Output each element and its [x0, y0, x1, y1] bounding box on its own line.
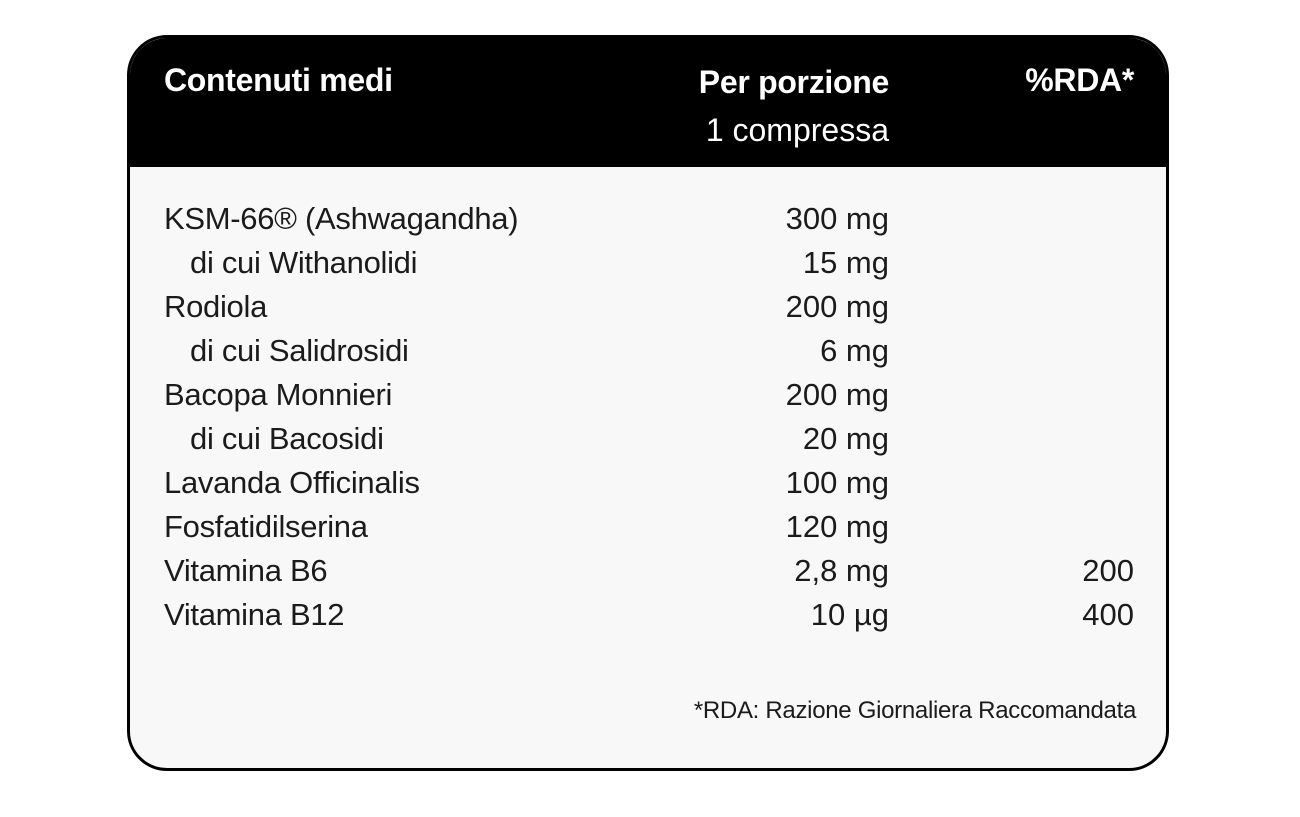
ingredient-amount: 20 mg	[802, 421, 889, 456]
ingredient-name: Fosfatidilserina	[164, 509, 368, 544]
ingredient-amount: 10 µg	[810, 597, 889, 632]
header-contents-label: Contenuti medi	[164, 62, 393, 98]
table-row	[130, 461, 1166, 505]
header-rda-label: %RDA*	[1025, 62, 1134, 98]
ingredient-amount: 100 mg	[785, 465, 889, 500]
ingredient-name: Vitamina B6	[164, 553, 328, 588]
table-row	[130, 593, 1166, 637]
table-body	[130, 197, 1166, 637]
table-row	[130, 241, 1166, 285]
ingredient-name: Rodiola	[164, 289, 268, 324]
ingredient-amount: 15 mg	[802, 245, 889, 280]
table-row	[130, 417, 1166, 461]
ingredient-name: KSM-66® (Ashwagandha)	[164, 201, 519, 236]
ingredient-amount: 200 mg	[785, 377, 889, 412]
header-per-serving-label: Per porzione	[698, 64, 889, 100]
ingredient-amount: 200 mg	[785, 289, 889, 324]
table-row	[130, 197, 1166, 241]
nutrition-table	[127, 35, 1169, 771]
table-row	[130, 285, 1166, 329]
table-row	[130, 329, 1166, 373]
header-serving-size: 1 compressa	[705, 112, 889, 148]
table-row	[130, 505, 1166, 549]
ingredient-name: Bacopa Monnieri	[164, 377, 393, 412]
table-header	[130, 38, 1166, 167]
ingredient-rda: 200	[1082, 553, 1134, 588]
ingredient-name: Vitamina B12	[164, 597, 345, 632]
rda-footnote: *RDA: Razione Giornaliera Raccomandata	[693, 697, 1136, 724]
table-row	[130, 549, 1166, 593]
ingredient-amount: 2,8 mg	[794, 553, 889, 588]
ingredient-amount: 300 mg	[785, 201, 889, 236]
ingredient-name: di cui Salidrosidi	[190, 333, 409, 368]
ingredient-name: di cui Withanolidi	[190, 245, 418, 280]
header-per-serving	[699, 62, 889, 158]
ingredient-amount: 120 mg	[785, 509, 889, 544]
ingredient-amount: 6 mg	[820, 333, 889, 368]
ingredient-rda: 400	[1082, 597, 1134, 632]
table-row	[130, 373, 1166, 417]
ingredient-name: di cui Bacosidi	[190, 421, 384, 456]
ingredient-name: Lavanda Officinalis	[164, 465, 420, 500]
